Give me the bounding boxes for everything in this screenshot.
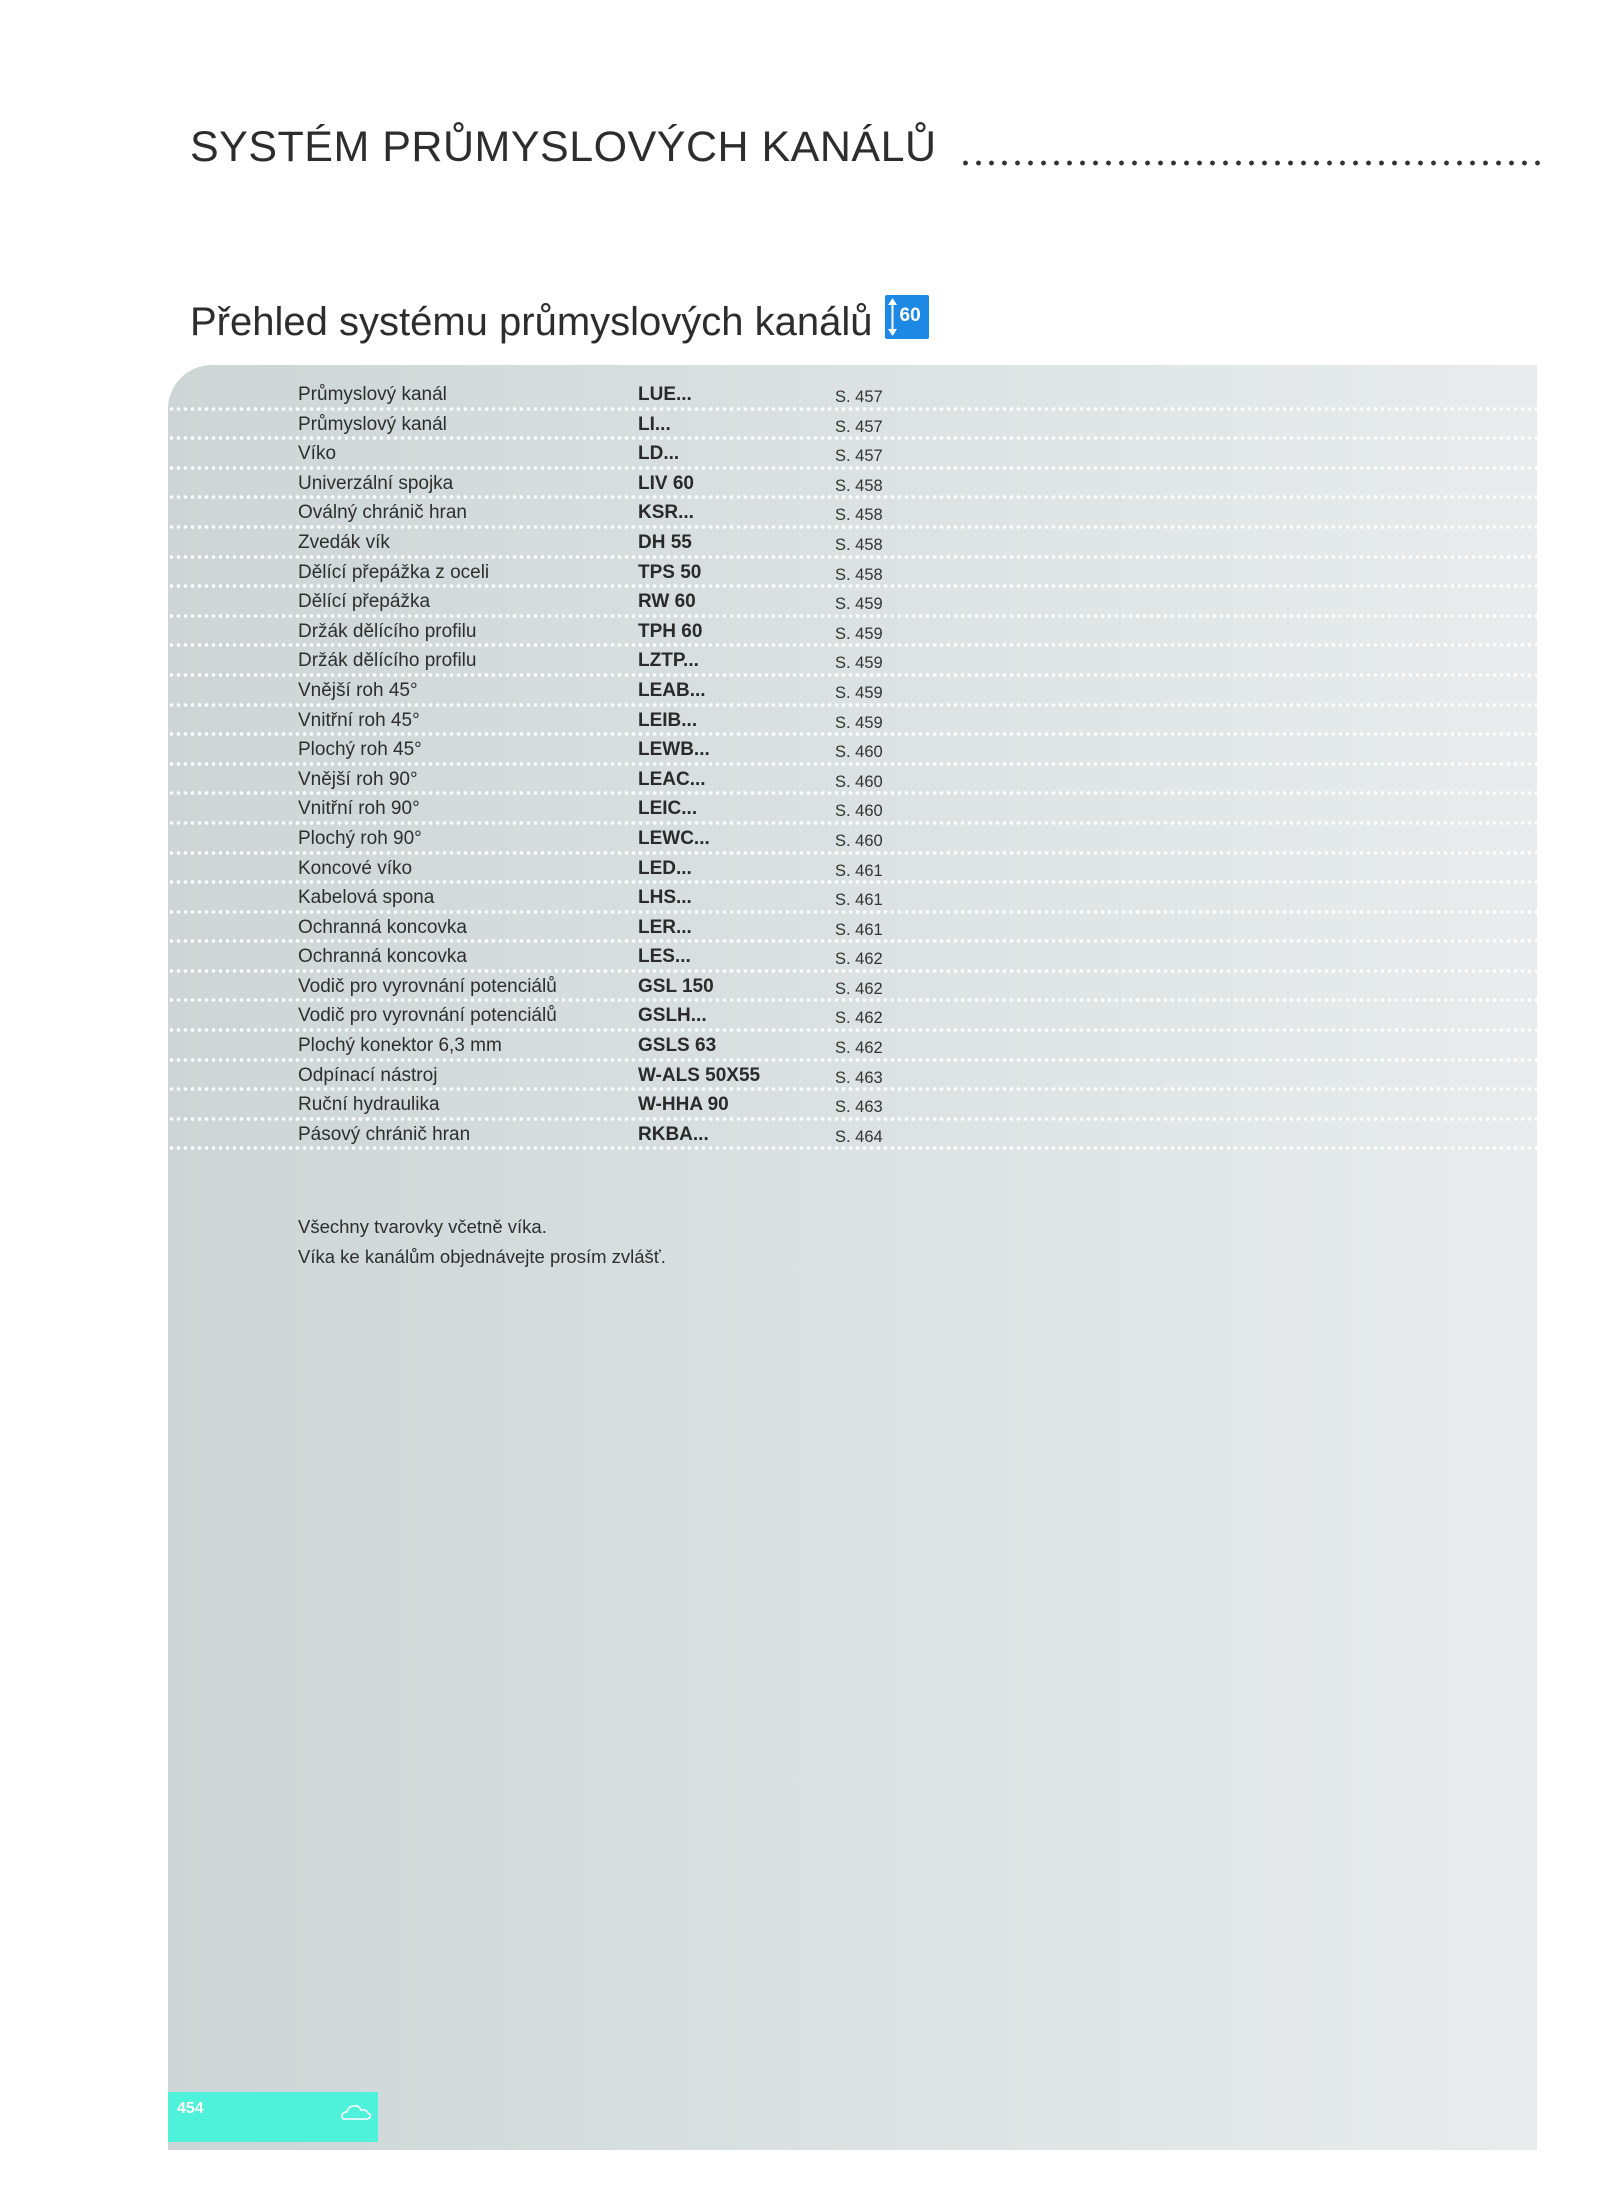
page-reference: S. 459 — [835, 595, 883, 614]
product-code: RW 60 — [638, 591, 696, 613]
height-badge-value: 60 — [899, 305, 921, 326]
product-code: LEAB... — [638, 679, 706, 701]
product-name: Koncové víko — [298, 857, 413, 879]
product-name: Průmyslový kanál — [298, 384, 447, 405]
product-name: Dělící přepážka z oceli — [298, 561, 490, 583]
product-code: W-HHA 90 — [638, 1094, 729, 1116]
page-reference: S. 459 — [835, 683, 883, 702]
table-row — [168, 411, 1537, 441]
product-name: Vnější roh 90° — [298, 768, 418, 790]
product-code: LER... — [638, 916, 692, 938]
table-row — [168, 795, 1537, 825]
product-name: Ochranná koncovka — [298, 916, 467, 938]
page-reference: S. 458 — [835, 565, 883, 584]
product-name: Kabelová spona — [298, 887, 435, 909]
product-code: LHS... — [638, 887, 692, 909]
product-name: Ochranná koncovka — [298, 946, 467, 968]
table-row — [168, 618, 1537, 648]
table-row — [168, 884, 1537, 914]
vertical-arrow-icon — [888, 298, 897, 336]
table-row — [168, 1121, 1537, 1151]
page-reference: S. 463 — [835, 1068, 883, 1087]
table-row — [168, 973, 1537, 1003]
page-reference: S. 461 — [835, 920, 883, 939]
page-reference: S. 461 — [835, 861, 883, 880]
product-name: Oválný chránič hran — [298, 502, 467, 524]
page-reference: S. 462 — [835, 1009, 883, 1028]
product-code: W-ALS 50X55 — [638, 1064, 761, 1086]
product-name: Plochý roh 90° — [298, 827, 422, 849]
product-name: Držák dělícího profilu — [298, 620, 477, 642]
table-row — [168, 707, 1537, 737]
page-reference: S. 457 — [835, 447, 883, 466]
product-name: Víko — [298, 443, 337, 465]
table-row — [168, 499, 1537, 529]
table-row — [168, 470, 1537, 500]
product-code: DH 55 — [638, 531, 692, 553]
section-heading — [190, 302, 929, 342]
table-row — [168, 1062, 1537, 1092]
product-code: LD... — [638, 443, 680, 465]
table-row — [168, 736, 1537, 766]
product-code: KSR... — [638, 502, 694, 524]
chapter-title: SYSTÉM PRŮMYSLOVÝCH KANÁLŮ — [190, 123, 937, 171]
product-name: Univerzální spojka — [298, 472, 454, 494]
product-name: Pásový chránič hran — [298, 1123, 471, 1145]
product-code: LZTP... — [638, 650, 699, 672]
note-line: Víka ke kanálům objednávejte prosím zvlášť. — [298, 1246, 666, 1267]
page-reference: S. 460 — [835, 831, 883, 850]
product-code: LEIC... — [638, 798, 698, 820]
product-code: LIV 60 — [638, 472, 694, 494]
page-reference: S. 462 — [835, 950, 883, 969]
table-row — [168, 914, 1537, 944]
table-row — [168, 855, 1537, 885]
product-code: LEIB... — [638, 709, 698, 731]
page-number: 454 — [177, 2100, 204, 2117]
product-code: LEAC... — [638, 768, 706, 790]
product-name: Plochý konektor 6,3 mm — [298, 1035, 502, 1057]
product-table — [168, 381, 1537, 1150]
page-reference: S. 462 — [835, 979, 883, 998]
product-name: Vodič pro vyrovnání potenciálů — [298, 975, 557, 997]
page-reference: S. 459 — [835, 624, 883, 643]
product-code: GSL 150 — [638, 975, 714, 997]
page-reference: S. 461 — [835, 891, 883, 910]
table-row — [168, 647, 1537, 677]
product-code: RKBA... — [638, 1123, 709, 1145]
table-row — [168, 825, 1537, 855]
table-row — [168, 559, 1537, 589]
product-code: LEWC... — [638, 827, 710, 849]
page-reference: S. 458 — [835, 535, 883, 554]
product-code: TPS 50 — [638, 561, 702, 583]
table-row — [168, 529, 1537, 559]
product-code: LES... — [638, 946, 691, 968]
table-row — [168, 381, 1537, 411]
product-name: Zvedák vík — [298, 531, 390, 553]
product-name: Odpínací nástroj — [298, 1064, 438, 1086]
page-reference: S. 457 — [835, 388, 883, 406]
product-name: Vnitřní roh 45° — [298, 709, 420, 731]
page-reference: S. 460 — [835, 772, 883, 791]
page-reference: S. 458 — [835, 506, 883, 525]
header-dot-leader — [959, 159, 1540, 167]
page-reference: S. 459 — [835, 713, 883, 732]
height-badge — [885, 295, 929, 339]
page-reference: S. 460 — [835, 743, 883, 762]
cloud-outline-icon — [340, 2100, 372, 2124]
page-reference: S. 459 — [835, 654, 883, 673]
table-row — [168, 1002, 1537, 1032]
page-header — [190, 123, 1540, 171]
page-reference: S. 462 — [835, 1039, 883, 1058]
page-reference: S. 464 — [835, 1127, 883, 1146]
product-code: TPH 60 — [638, 620, 703, 642]
page-reference: S. 458 — [835, 476, 883, 495]
table-row — [168, 440, 1537, 470]
product-name: Vnitřní roh 90° — [298, 798, 420, 820]
note-line: Všechny tvarovky včetně víka. — [298, 1216, 547, 1237]
product-name: Ruční hydraulika — [298, 1094, 440, 1116]
table-row — [168, 1091, 1537, 1121]
table-row — [168, 766, 1537, 796]
product-code: LUE... — [638, 384, 692, 405]
page-reference: S. 463 — [835, 1098, 883, 1117]
product-name: Vodič pro vyrovnání potenciálů — [298, 1005, 557, 1027]
product-name: Plochý roh 45° — [298, 739, 422, 761]
content-panel — [168, 365, 1537, 2150]
table-row — [168, 943, 1537, 973]
page-reference: S. 457 — [835, 417, 883, 436]
product-name: Průmyslový kanál — [298, 413, 447, 435]
footer-page-tab — [168, 2092, 378, 2142]
product-code: LEWB... — [638, 739, 710, 761]
product-name: Vnější roh 45° — [298, 679, 418, 701]
product-code: LED... — [638, 857, 692, 879]
table-row — [168, 677, 1537, 707]
product-code: GSLH... — [638, 1005, 707, 1027]
product-name: Držák dělícího profilu — [298, 650, 477, 672]
product-name: Dělící přepážka — [298, 591, 431, 613]
section-title: Přehled systému průmyslových kanálů — [190, 300, 873, 344]
notes — [298, 1212, 666, 1272]
page-reference: S. 460 — [835, 802, 883, 821]
table-row — [168, 1032, 1537, 1062]
product-code: LI... — [638, 413, 671, 435]
product-code: GSLS 63 — [638, 1035, 717, 1057]
table-row — [168, 588, 1537, 618]
